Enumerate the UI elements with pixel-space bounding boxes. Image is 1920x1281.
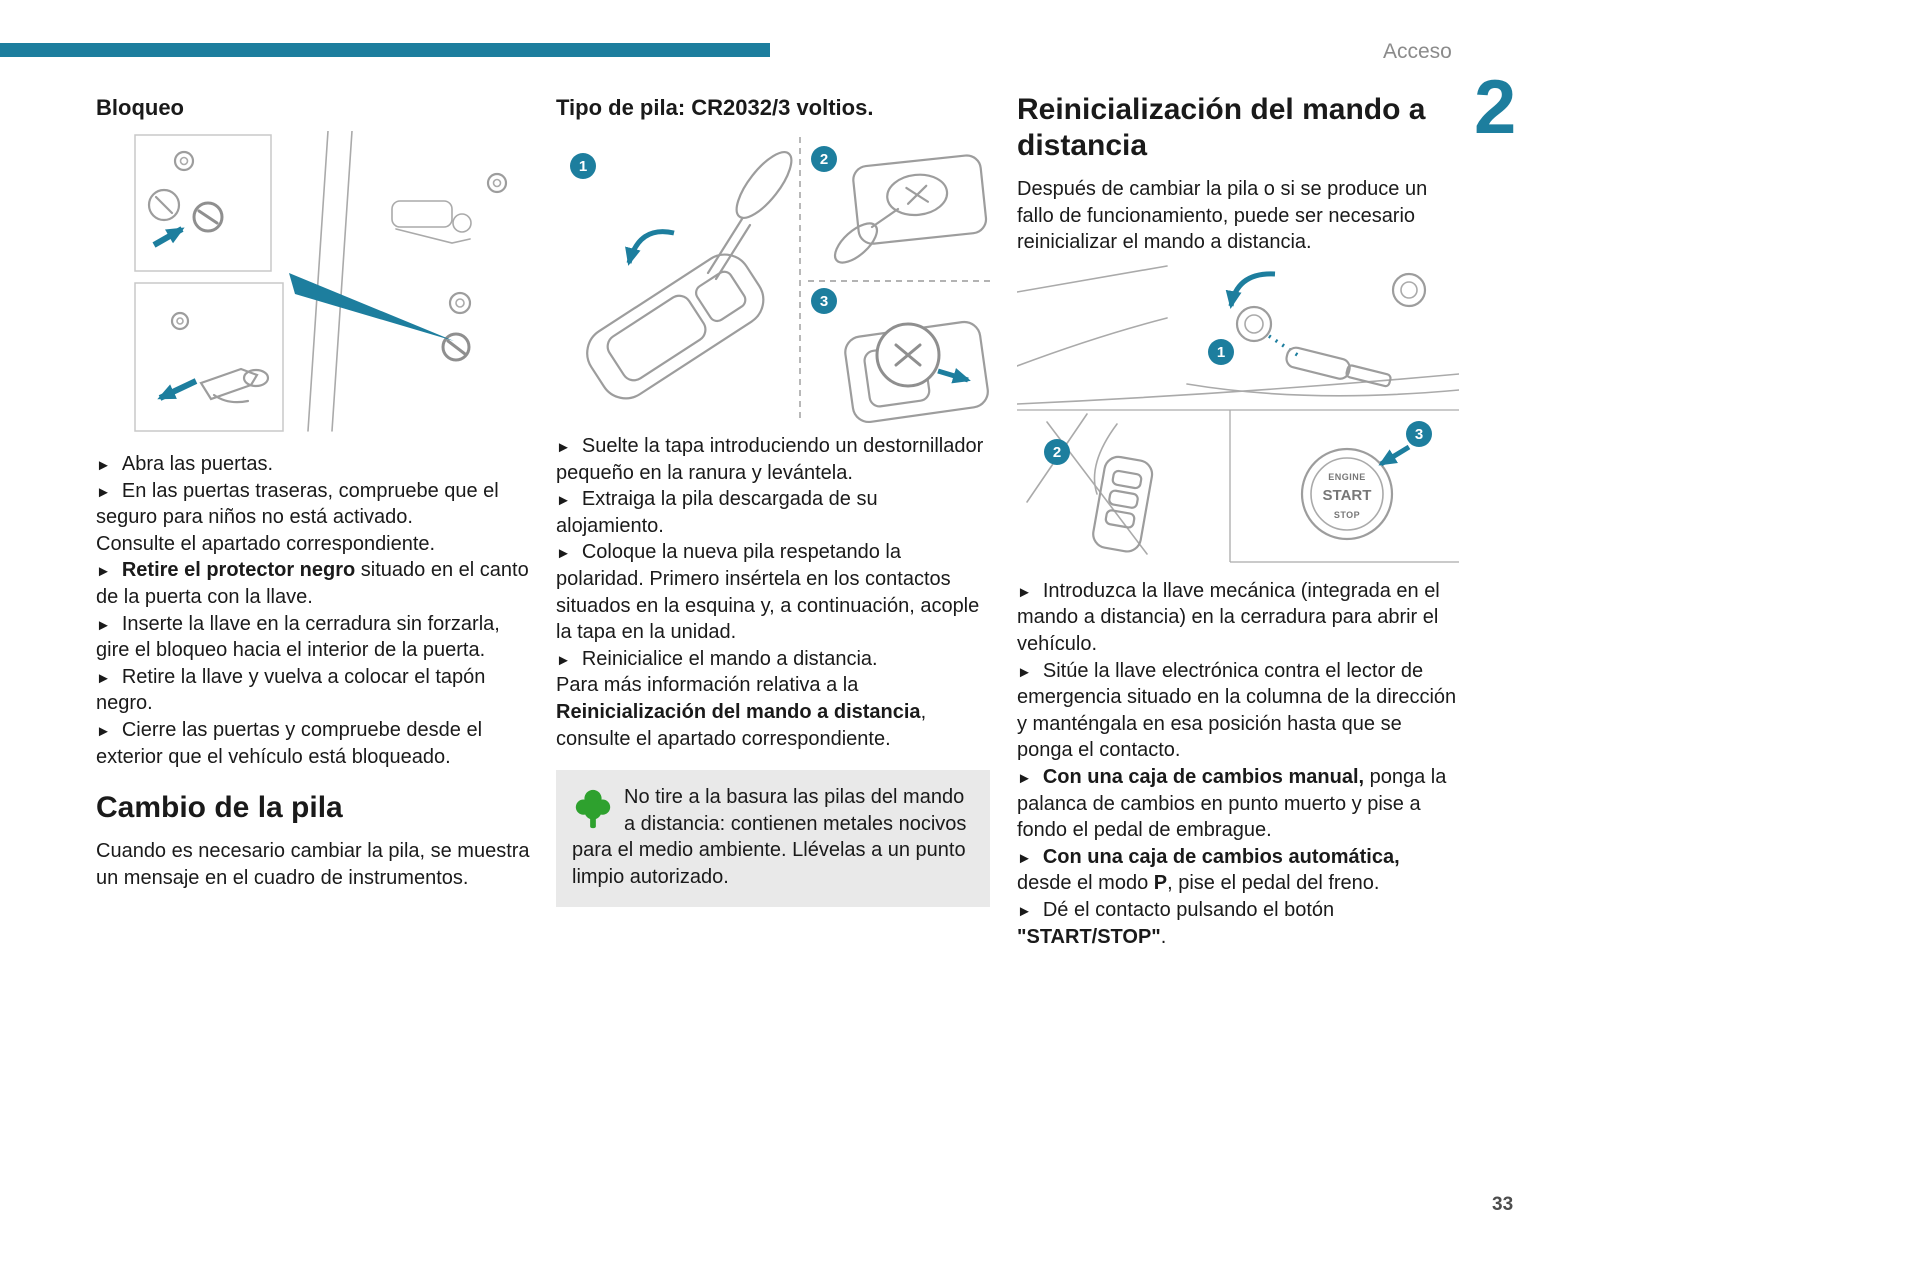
battery-replacement-illustration (556, 133, 990, 425)
text-segment: , pise el pedal del freno. (1167, 872, 1380, 895)
bullet-arrow-icon: ► (556, 492, 571, 510)
svg-text:ENGINE: ENGINE (1328, 471, 1366, 482)
lock-cylinder-detail (149, 152, 222, 231)
svg-text:3: 3 (819, 293, 829, 310)
text-segment: desde el modo (1017, 872, 1154, 895)
text-segment: "START/STOP" (1017, 925, 1161, 948)
engine-start-stop-button (1302, 449, 1392, 539)
svg-text:3: 3 (1414, 425, 1424, 443)
svg-text:2: 2 (819, 151, 829, 168)
coin-battery (877, 324, 939, 386)
bullet-arrow-icon: ► (556, 651, 571, 669)
insert-battery-arrow-icon (938, 371, 968, 380)
bullet-arrow-icon: ► (96, 457, 111, 474)
bullet-arrow-icon: ► (1017, 849, 1032, 867)
step-1-badge (1208, 339, 1234, 365)
step-2-badge (811, 146, 837, 172)
bullet-item (96, 717, 533, 770)
column-right (1017, 92, 1459, 950)
text-segment: Introduzca la llave mecánica (integrada en el mando a distancia) en la cerradura para abrir el vehículo. (1017, 579, 1440, 655)
bullet-item (1017, 764, 1459, 844)
lock-cylinder (1237, 307, 1271, 341)
bullet-arrow-icon: ► (1017, 583, 1032, 601)
chapter-number: 2 (1474, 65, 1517, 150)
text-segment: Coloque la nueva pila respetando la polaridad. Primero insértela en los contactos situados en la esquina y, a continuación, acople la tapa en la unidad. (556, 541, 980, 644)
column-left (96, 95, 533, 891)
bullet-item (556, 539, 990, 645)
svg-text:2: 2 (1052, 443, 1062, 461)
paragraph-line (96, 531, 533, 558)
zoom-wedge-icon (289, 273, 454, 341)
bullet-item (1017, 578, 1459, 658)
step-2-badge (1044, 439, 1070, 465)
remote-reset-illustration (1017, 262, 1459, 564)
arrow-to-key-icon (160, 381, 196, 398)
text-segment: Reinicialice el mando a distancia. (581, 647, 878, 670)
text-segment: Inserte la llave en la cerradura sin forzarla, gire el bloqueo hacia el interior de la puerta. (96, 612, 500, 662)
svg-text:1: 1 (1216, 343, 1226, 361)
battery-compartment (852, 154, 987, 245)
column-middle (556, 95, 990, 907)
heading-bloqueo: Bloqueo (96, 95, 184, 120)
top-accent-bar (0, 43, 770, 57)
text-segment: ponga la palanca de cambios en punto muerto y pise a fondo el pedal de embrague. (1017, 765, 1447, 842)
remote-key-fob (577, 245, 773, 409)
door-edge-sketch (308, 131, 506, 431)
door-lock-illustration (96, 131, 533, 439)
text-segment: Para más información relativa a la (556, 674, 859, 697)
bullet-arrow-icon: ► (96, 483, 111, 501)
text-segment: , consulte el apartado correspondiente. (556, 700, 927, 750)
text-segment: Con una caja de cambios automática, (1042, 845, 1400, 868)
press-button-arrow-icon (1381, 447, 1409, 464)
text-segment: Suelte la tapa introduciendo un destornillador pequeño en la ranura y levántela. (556, 435, 984, 484)
text-segment: . (1160, 925, 1167, 948)
text-segment: Retire la llave y vuelva a colocar el tapón negro. (96, 665, 486, 715)
text-segment: Sitúe la llave electrónica contra el lector de emergencia situado en la columna de la dirección y manténgala en esa posición hasta que se ponga el contacto. (1017, 659, 1457, 762)
open-direction-arrow-icon (629, 232, 674, 263)
bullet-item (556, 646, 990, 673)
bullet-item (96, 664, 533, 717)
heading-tipo-pila: Tipo de pila: CR2032/3 voltios. (556, 95, 874, 120)
text-segment: Con una caja de cambios manual, (1042, 765, 1365, 788)
detail-frame-bottom (135, 283, 283, 431)
bullet-item (96, 478, 533, 531)
bullet-arrow-icon: ► (556, 545, 571, 563)
bullet-item (1017, 658, 1459, 764)
bullet-item (556, 486, 990, 539)
steering-column-sketch (1027, 414, 1147, 554)
heading-reinicializacion: Reinicialización del mando a distancia (1017, 93, 1426, 162)
bullet-item (96, 611, 533, 664)
bullet-arrow-icon: ► (96, 669, 111, 687)
text-segment: P (1153, 872, 1168, 895)
bullet-item (96, 557, 533, 610)
screwdriver (708, 144, 800, 279)
heading-cambio-pila: Cambio de la pila (96, 791, 343, 825)
text-segment: situado en el canto de la puerta con la llave. (96, 559, 529, 608)
bullet-arrow-icon: ► (1017, 663, 1032, 681)
key-to-lock-dots-icon (1269, 336, 1299, 356)
bullet-item (96, 451, 533, 478)
text-segment: Extraiga la pila descargada de su alojamiento. (556, 488, 878, 537)
svg-text:STOP: STOP (1333, 509, 1361, 520)
text-segment: Dé el contacto pulsando el botón (1042, 898, 1335, 921)
paragraph-line (556, 672, 990, 752)
arrow-to-plug-icon (154, 229, 182, 245)
text-segment: Retire el protector negro (121, 559, 356, 582)
svg-text:1: 1 (578, 158, 588, 175)
reset-steps (1017, 578, 1459, 950)
chapter-header-label: Acceso (1383, 40, 1452, 63)
svg-text:START: START (1322, 486, 1372, 504)
step-1-badge (570, 153, 596, 179)
battery-steps (556, 433, 990, 752)
step-3-badge (811, 288, 837, 314)
bullet-item (1017, 844, 1459, 897)
bullet-item (556, 433, 990, 486)
page-number: 33 (1492, 1194, 1514, 1215)
bullet-item (1017, 897, 1459, 950)
bullet-arrow-icon: ► (1017, 769, 1032, 787)
bullet-arrow-icon: ► (1017, 902, 1032, 920)
cambio-pila-text: Cuando es necesario cambiar la pila, se muestra un mensaje en el cuadro de instrumentos. (96, 840, 530, 889)
text-segment: Consulte el apartado correspondiente. (96, 532, 436, 555)
environment-tree-icon (572, 786, 614, 832)
text-segment: Abra las puertas. (121, 453, 274, 475)
bloqueo-steps (96, 451, 533, 770)
text-segment: Reinicialización del mando a distancia (556, 700, 921, 723)
bullet-arrow-icon: ► (96, 563, 111, 581)
bullet-arrow-icon: ► (556, 439, 571, 456)
environment-note (556, 770, 990, 906)
step-3-badge (1406, 421, 1432, 447)
bullet-arrow-icon: ► (96, 616, 111, 634)
environment-note-text (572, 786, 966, 888)
door-handle-cap (1393, 274, 1425, 306)
text-segment: Cierre las puertas y compruebe desde el exterior que el vehículo está bloqueado. (96, 718, 483, 768)
electronic-key-fob (1091, 454, 1154, 553)
reinicializacion-intro: Después de cambiar la pila o si se produce un fallo de funcionamiento, puede ser necesario reinicializar el mando a distancia. (1017, 178, 1428, 254)
text-segment: En las puertas traseras, compruebe que el seguro para niños no está activado. (96, 479, 499, 529)
turn-key-arrow-icon (1231, 274, 1275, 306)
bullet-arrow-icon: ► (96, 722, 111, 740)
text-segment: No tire a la basura las pilas del mando a distancia: contienen metales nocivos para el medio ambiente. Llévelas a un punto limpio autorizado. (572, 786, 967, 888)
